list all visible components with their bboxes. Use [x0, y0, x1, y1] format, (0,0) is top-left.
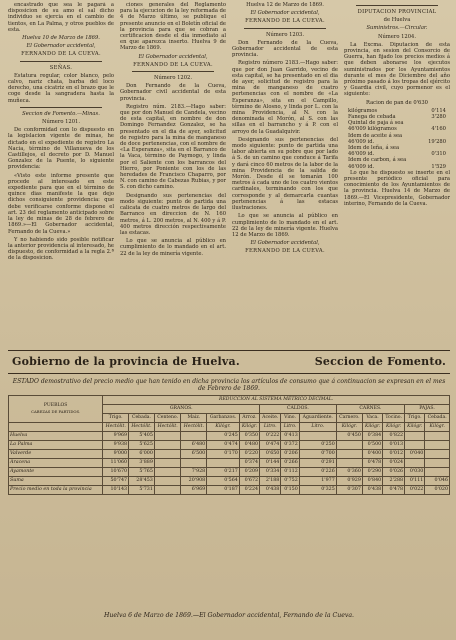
column-header: Arroz.: [239, 414, 259, 423]
price-item-label: Quintal de paja á sea: [348, 120, 404, 127]
table-cell: 0'650: [260, 450, 281, 459]
date-line: Huelva 12 de Marzo de 1869.: [246, 2, 324, 8]
price-table: [8, 395, 450, 495]
price-item-label: 46'009 kilógramos: [348, 126, 397, 133]
table-cell: 0'040: [405, 450, 425, 459]
table-cell: 0'144: [260, 459, 281, 468]
table-row: [9, 450, 450, 459]
divider: [132, 71, 214, 72]
column-2: [120, 2, 226, 347]
section-heading: Seccion de Fomento.—Minas.: [22, 110, 100, 117]
table-cell: [154, 432, 181, 441]
table-cell: 10'670: [103, 468, 129, 477]
price-item-label: Fanega de cebada: [348, 114, 396, 121]
table-cell: 0'245: [207, 432, 240, 441]
table-cell: 0'384: [362, 432, 382, 441]
unit-header: Kilógr.: [405, 423, 425, 432]
paragraph: Don Fernando de la Cueva, Gobernador accidental de esta provincia.: [232, 39, 338, 59]
table-cell: 0'030: [405, 468, 425, 477]
unit-header: Hectólit.: [154, 423, 181, 432]
government-title: Gobierno de la provincia de Huelva.: [12, 355, 240, 368]
row-label: La Palma: [9, 441, 103, 450]
table-row: [9, 432, 450, 441]
table-cell: [181, 432, 207, 441]
row-label: Huelva: [9, 432, 103, 441]
signature-name: FERNANDO DE LA CUEVA.: [245, 18, 325, 25]
table-cell: 11'060: [103, 459, 129, 468]
unit-header: Kilógr.: [425, 423, 450, 432]
paragraph: Y no habiendo sido posible notificar la anterior providencia al interesado, he dispuesto, de conformidad a la regla 2.ª de la disposicion.: [8, 236, 114, 262]
table-cell: 5'731: [129, 486, 155, 495]
price-item-value: 0'310: [431, 151, 446, 158]
table-cell: [425, 432, 450, 441]
table-cell: [207, 459, 240, 468]
table-cell: 2'288: [383, 477, 405, 486]
table-cell: [425, 459, 450, 468]
row-label: Aracena: [9, 459, 103, 468]
table-cell: 0'026: [383, 468, 405, 477]
column-header: Vino.: [281, 414, 299, 423]
table-cell: 0'206: [281, 450, 299, 459]
table-cell: [405, 441, 425, 450]
paragraph: Lo que se anuncia al público en cumplimiento de lo mandado en el art. 22 de la ley de minería vigente.: [120, 238, 226, 257]
paragraph: Don Fernando de la Cueva, Gobernador civil accidental de esta provincia.: [120, 83, 226, 102]
table-cell: 0'226: [299, 468, 336, 477]
table-cell: 9'969: [103, 432, 129, 441]
table-cell: 20'908: [181, 477, 207, 486]
row-label: Suma: [9, 477, 103, 486]
column-header: Trigo.: [405, 414, 425, 423]
unit-header: Hectólit.: [181, 423, 207, 432]
table-cell: [154, 459, 181, 468]
divider: [20, 61, 102, 62]
section-subheading: de Huelva: [383, 17, 411, 24]
divider: [20, 107, 102, 108]
paragraph: Lo que he dispuesto se inserte en el presente periódico oficial para conocimiento de los Ayuntamientos de la provincia. Huelva 14 de Marzo de 1869.—El Vicepresidente, Gobernador interino, Fernando de la Cueva.: [344, 169, 450, 207]
table-cell: 0'224: [239, 486, 259, 495]
table-cell: 0'012: [383, 450, 405, 459]
column-header: Carnero.: [336, 414, 362, 423]
paragraph: Lo que se anuncia al público en cumplimiento de lo mandado en el art. 22 de la ley de minería vigente. Huelva 12 de Marzo de 1869.: [232, 213, 338, 238]
table-cell: 6'480: [181, 441, 207, 450]
table-cell: 0'111: [405, 477, 425, 486]
table-cell: 6'000: [129, 450, 155, 459]
signature-name: FERNANDO DE LA CUEVA.: [245, 248, 325, 255]
column-header: Cebada.: [425, 414, 450, 423]
table-cell: [405, 459, 425, 468]
price-item-label: 46'009 id.: [348, 151, 375, 158]
table-row: [9, 477, 450, 486]
section-heading: DIPUTACION PROVINCIAL: [357, 9, 437, 15]
unit-header: Kilógr.: [336, 423, 362, 432]
price-item-label: 46'009 id.: [348, 163, 375, 170]
table-cell: 10'143: [103, 486, 129, 495]
table-cell: 6'500: [181, 450, 207, 459]
table-cell: [425, 468, 450, 477]
price-item-label: 46'009 id.: [348, 138, 375, 145]
group-header-granos: GRANOS.: [103, 405, 260, 414]
section-heading: SEÑAS.: [49, 64, 73, 71]
table-cell: 28'453: [129, 477, 155, 486]
price-table-wrap: [8, 395, 450, 585]
table-cell: [154, 486, 181, 495]
table-cell: 0'480: [239, 441, 259, 450]
table-cell: 0'500: [362, 441, 382, 450]
paragraph: Designando sus pertenencias del modo siguiente: punto de partida una calicata de cuatro metros de largo del Barranco en direccion de N. 160 metros, á L. 200 metros, al N. 400 y á P. 400 metros dirección respectivamente las estacas.: [120, 192, 226, 236]
unit-header: Kilógr.: [383, 423, 405, 432]
column-4: [344, 2, 450, 347]
price-item-label: kilógramos: [348, 107, 378, 114]
table-cell: [154, 450, 181, 459]
paragraph: Estatura regular, color blanco, pelo calvo, nariz chata, barba del loco derecho, una cicatriz en el brazo que le coge desde la sangradera hasta la muñeca.: [8, 72, 114, 104]
table-cell: 5'625: [129, 441, 155, 450]
unit-header: Litro.: [260, 423, 281, 432]
date-line: Huelva 10 de Marzo de 1869.: [22, 35, 100, 42]
price-item-value: 1'529: [431, 163, 446, 170]
price-list-heading: Racion de pan de 0'630: [366, 99, 428, 106]
unit-header: Litro.: [299, 423, 336, 432]
paragraph: Designando sus pertenencias del modo siguiente: punto de partida una labor abierta en su pobre que por lado á S. de un camino que conduce á Tarifa y dará cinco 60 metros de la labor de la mina Providencia de la salida de Morón. Desde él se tomarán 100 metros á cada uno de los cuatro vientos cardinales, terminando con los que corresponde y al demarcarla cuantas pertenencias á las estacas ilustraciones.: [232, 136, 338, 212]
number-heading: Número 1201.: [42, 119, 80, 126]
table-cell: 0'350: [239, 432, 259, 441]
column-header: Garbanzos.: [207, 414, 240, 423]
unit-header: Kilógr.: [239, 423, 259, 432]
table-cell: 0'822: [383, 432, 405, 441]
table-cell: 0'290: [362, 468, 382, 477]
number-heading: Número 1204.: [378, 33, 416, 40]
table-row: [9, 441, 450, 450]
table-cell: 0'360: [336, 468, 362, 477]
price-item-value: 0'114: [431, 107, 446, 114]
divider: [8, 373, 450, 374]
table-cell: [181, 459, 207, 468]
table-cell: 0'438: [362, 486, 382, 495]
paragraph: Registro núm. 2183.—Hago saber: que por don Manuel de Candela, vecino de esta capital, en nombre de don Domingo Fernandez Gonzalez, se ha presentado en el dia de ayer, solicitud de registro para la mina de manganeso de doce pertenencias, con el nombre de «La Esperanza», sita en el Barranco de la Vaca, término de Paymogo, y linda por el Saliente con los barrancos del Hierro, por Poniente con los de las heredades de Francisco Chaparro, por N. con camino de Cabezas Rubias, y por S. con dicho camino.: [120, 103, 226, 191]
table-cell: [154, 468, 181, 477]
number-heading: Número 1202.: [154, 75, 192, 82]
unit-header-row: [9, 423, 450, 432]
signature-name: FERNANDO DE LA CUEVA.: [21, 51, 101, 58]
table-cell: 0'266: [281, 459, 299, 468]
column-header: Vaca.: [362, 414, 382, 423]
table-cell: 0'020: [425, 486, 450, 495]
divider: [356, 5, 438, 6]
table-cell: 0'150: [281, 486, 299, 495]
reduction-header: REDUCCION AL SISTEMA MÉTRICO DECIMAL.: [103, 396, 450, 405]
unit-header: Hectólit.: [129, 423, 155, 432]
pueblos-header: [9, 396, 103, 423]
paragraph: «Visto este informe presente que procede al interesado en este expediente para que en el término de quince dias manifeste la que dejo dichos consiguiente providencia: que debe verificarse conforme dispone el art. 23 del reglamento anticipado sobre la ley de minas de 28 de febrero de 1869.»—El Gobernador accidental, Fernando de la Cueva.»: [8, 172, 114, 235]
table-cell: 0'187: [207, 486, 240, 495]
unit-header: Kilógr.: [362, 423, 382, 432]
number-heading: Número 1203.: [266, 31, 304, 38]
price-item-label: Idem de leña, á sea: [348, 145, 400, 152]
pueblos-label: PUEBLOS: [43, 403, 68, 409]
table-cell: [336, 450, 362, 459]
paragraph: La Excma. Diputacion de esta provincia, en sesion del Consorcio de Guerra, han fijado los precios medios á que deben abonarse los ejecutos suministrados por los Ayuntamientos durante el mes de Diciembre del año próximo pasado á los tropas del ejército y Guardia civil, cuyo pormenor es el siguiente:: [344, 41, 450, 98]
table-cell: 0'438: [260, 486, 281, 495]
table-cell: 7'928: [181, 468, 207, 477]
table-cell: 0'022: [405, 486, 425, 495]
table-cell: [336, 459, 362, 468]
group-header-caldos: CALDOS.: [260, 405, 337, 414]
unit-header: Hectólit.: [103, 423, 129, 432]
table-cell: 3'889: [129, 459, 155, 468]
table-cell: 0'700: [299, 450, 336, 459]
table-cell: 0'222: [260, 432, 281, 441]
table-cell: 50'747: [103, 477, 129, 486]
table-cell: 0'372: [281, 441, 299, 450]
column-header: Cebada.: [129, 414, 155, 423]
table-row: [9, 459, 450, 468]
table-cell: [299, 432, 336, 441]
signature-name: FERNANDO DE LA CUEVA.: [133, 61, 213, 68]
statement-heading: ESTADO demostrativo del precio medio que han tenido en dicha provincia los artículos de consumo que á continuacion se expresan en el mes de Febrero de 1869.: [12, 378, 446, 393]
column-header: Aceite.: [260, 414, 281, 423]
table-cell: 5'765: [129, 468, 155, 477]
table-cell: 0'013: [383, 441, 405, 450]
table-cell: [336, 441, 362, 450]
divider: [244, 28, 326, 29]
table-cell: 0'112: [281, 468, 299, 477]
table-cell: 1'977: [299, 477, 336, 486]
table-row: [9, 468, 450, 477]
table-cell: 0'478: [383, 486, 405, 495]
table-cell: 0'564: [207, 477, 240, 486]
price-item-label: Idem de aceite á sea: [348, 132, 403, 139]
section-heading: Suministros.—Circular.: [366, 25, 428, 32]
table-cell: 0'217: [207, 468, 240, 477]
unit-header: Kilógr.: [207, 423, 240, 432]
text-columns: [8, 2, 450, 347]
price-list: [344, 108, 450, 170]
table-cell: 0'474: [207, 441, 240, 450]
column-3: [232, 2, 338, 347]
table-cell: 9'000: [103, 450, 129, 459]
row-label: Valverde: [9, 450, 103, 459]
column-header: Maiz.: [181, 414, 207, 423]
price-item-value: 19'280: [428, 138, 446, 145]
table-cell: 0'450: [336, 432, 362, 441]
table-cell: [154, 477, 181, 486]
table-cell: 0'170: [207, 450, 240, 459]
table-cell: 0'478: [362, 459, 382, 468]
table-cell: [154, 441, 181, 450]
footer-signature: Huelva 6 de Marzo de 1869.—El Gobernador accidental, Fernando de la Cueva.: [103, 612, 355, 619]
table-cell: 0'291: [299, 459, 336, 468]
table-cell: 0'209: [239, 468, 259, 477]
group-header-carnes: CARNES.: [336, 405, 404, 414]
signature-title: El Gobernador accidental,: [250, 240, 320, 247]
signature-title: El Gobernador accidental,: [138, 53, 208, 60]
unit-spacer: [9, 423, 103, 432]
signature-title: El Gobernador accidental,: [26, 43, 96, 50]
signature-title: El Gobernador accidental,: [250, 10, 320, 17]
table-cell: 0'413: [281, 432, 299, 441]
column-header: Aguardiente.: [299, 414, 336, 423]
group-header-pajas: PAJAS.: [405, 405, 450, 414]
table-cell: 0'672: [239, 477, 259, 486]
table-cell: 0'474: [260, 441, 281, 450]
row-label: Ayamonte: [9, 468, 103, 477]
paragraph: encastrado que sea le pagará a disposicion de su amo el sal dicho individuo se ejercia en el cambio de tientos, en La Palma, y otros pueblos de esta.: [8, 2, 114, 33]
table-cell: 0'307: [336, 486, 362, 495]
table-row: [9, 486, 450, 495]
column-header: Tocino.: [383, 414, 405, 423]
table-cell: 5'405: [129, 432, 155, 441]
paragraph: ciones generales del Reglamento para la ejecucion de la ley reformada de 4 de Marzo último, se publique el presente anuncio en el Boletín oficial de la provincia para que se cobran a certificacion desde el día inmediato al en que aparezca inserto. Huelva 9 de Marzo de 1869.: [120, 2, 226, 52]
table-cell: 0'220: [239, 450, 259, 459]
unit-header: Litro.: [281, 423, 299, 432]
table-cell: 0'840: [362, 477, 382, 486]
table-cell: 0'046: [425, 477, 450, 486]
table-cell: 0'334: [260, 468, 281, 477]
table-cell: 2'188: [260, 477, 281, 486]
table-cell: [425, 441, 450, 450]
column-header: Trigo.: [103, 414, 129, 423]
paragraph: De conformidad con lo dispuesto en la legislacion vigente de minas, he dictado en el expediente de registro La Nacia, término de Villanueva de los Castillejos, el decreto por D. Manuel Gonzalez de la Puente, lo siguiente providencia:: [8, 127, 114, 171]
table-cell: 0'374: [239, 459, 259, 468]
table-cell: 0'400: [362, 450, 382, 459]
paragraph: Registro número 2183.—Hago saber: que por don Juan Garrido, vecino de esta capital, se ha presentado en el dia de ayer, solicitud de registro para la mina de manganeso de cuatro pertenencias con el nombre de «La Esperanza», sita en el Campillo, término de Alosno, y linda por L. con la mina Providencia, al N. con la denominada el Morón, al S. con las sillas en el barrancho y á P. con el arroyo de la Guadalquivir.: [232, 60, 338, 135]
price-item-value: 4'160: [431, 126, 446, 133]
column-header: Centeno.: [154, 414, 181, 423]
price-item-value: 3'280: [431, 114, 446, 121]
column-1: [8, 2, 114, 347]
table-cell: 6'969: [181, 486, 207, 495]
table-cell: 0'250: [299, 441, 336, 450]
table-cell: 9'938: [103, 441, 129, 450]
table-cell: [405, 432, 425, 441]
pueblos-sublabel: CABEZAS DE PARTIDOS.: [31, 408, 81, 414]
table-cell: 0'752: [281, 477, 299, 486]
table-cell: 0'024: [383, 459, 405, 468]
price-item-label: Idem de carbon, á sea: [348, 157, 407, 164]
row-label: Precio medio en toda la provincia: [9, 486, 103, 495]
table-body: [9, 432, 450, 495]
table-cell: [425, 450, 450, 459]
table-cell: 0'325: [299, 486, 336, 495]
divider: [8, 350, 450, 351]
section-title: Seccion de Fomento.: [314, 355, 446, 368]
table-cell: 0'929: [336, 477, 362, 486]
